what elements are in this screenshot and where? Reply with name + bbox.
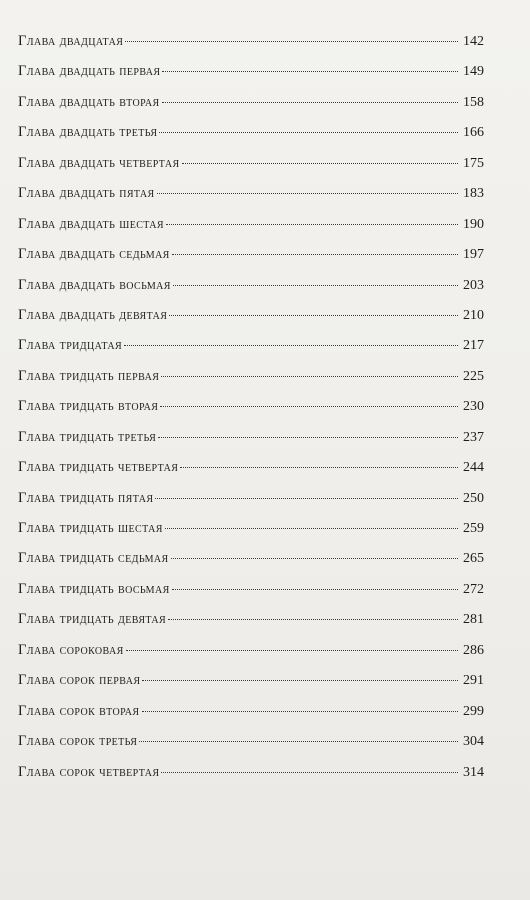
chapter-title: Глава тридцать первая [18, 367, 160, 384]
chapter-title: Глава двадцать седьмая [18, 246, 170, 263]
dot-leader [125, 41, 458, 42]
toc-entry [18, 703, 484, 733]
chapter-title: Глава двадцать вторая [18, 93, 160, 110]
page-number: 244 [463, 460, 484, 476]
dot-leader [169, 315, 458, 316]
dot-leader [161, 772, 458, 773]
toc-entry [18, 520, 484, 550]
page-number: 203 [463, 277, 484, 293]
toc-entry [18, 216, 484, 246]
toc-entry [18, 550, 484, 580]
dot-leader [142, 680, 458, 681]
chapter-title: Глава тридцать четвертая [18, 459, 179, 476]
chapter-title: Глава двадцать пятая [18, 185, 155, 202]
dot-leader [171, 558, 458, 559]
page-number: 314 [463, 764, 484, 780]
toc-entry [18, 277, 484, 307]
table-of-contents [18, 33, 484, 794]
toc-entry [18, 307, 484, 337]
page-number: 158 [463, 94, 484, 110]
chapter-title: Глава сорок четвертая [18, 763, 160, 780]
page-number: 210 [463, 307, 484, 323]
page-number: 272 [463, 581, 484, 597]
page-number: 281 [463, 612, 484, 628]
chapter-title: Глава двадцать третья [18, 124, 158, 141]
chapter-title: Глава сорок третья [18, 733, 138, 750]
page-number: 250 [463, 490, 484, 506]
dot-leader [155, 498, 458, 499]
chapter-title: Глава тридцать третья [18, 428, 157, 445]
page-number: 183 [463, 186, 484, 202]
page-number: 225 [463, 368, 484, 384]
dot-leader [180, 467, 458, 468]
toc-entry [18, 246, 484, 276]
dot-leader [126, 650, 458, 651]
toc-entry [18, 581, 484, 611]
chapter-title: Глава сорок вторая [18, 702, 140, 719]
chapter-title: Глава сорок первая [18, 672, 141, 689]
chapter-title: Глава двадцатая [18, 33, 124, 49]
dot-leader [162, 102, 458, 103]
page-number: 230 [463, 399, 484, 415]
page-number: 291 [463, 673, 484, 689]
chapter-title: Глава тридцать вторая [18, 398, 159, 415]
toc-entry [18, 642, 484, 672]
dot-leader [159, 132, 458, 133]
toc-entry [18, 155, 484, 185]
dot-leader [124, 345, 458, 346]
toc-entry [18, 429, 484, 459]
toc-entry [18, 398, 484, 428]
page-number: 217 [463, 338, 484, 354]
toc-entry [18, 33, 484, 63]
toc-entry [18, 337, 484, 367]
chapter-title: Глава тридцать седьмая [18, 550, 169, 567]
dot-leader [139, 741, 458, 742]
dot-leader [162, 71, 458, 72]
toc-entry [18, 611, 484, 641]
chapter-title: Глава двадцать четвертая [18, 154, 180, 171]
page-number: 259 [463, 521, 484, 536]
dot-leader [157, 193, 458, 194]
page-number: 299 [463, 703, 484, 719]
toc-entry [18, 490, 484, 520]
chapter-title: Глава двадцать первая [18, 63, 161, 80]
dot-leader [160, 406, 458, 407]
page-number: 286 [463, 642, 484, 658]
dot-leader [142, 711, 459, 712]
chapter-title: Глава тридцать восьмая [18, 580, 170, 597]
toc-entry [18, 459, 484, 489]
page-number: 166 [463, 125, 484, 141]
dot-leader [173, 285, 458, 286]
dot-leader [165, 528, 458, 529]
chapter-title: Глава двадцать девятая [18, 306, 168, 323]
chapter-title: Глава тридцать шестая [18, 520, 163, 536]
chapter-title: Глава тридцать девятая [18, 611, 167, 628]
chapter-title: Глава тридцатая [18, 337, 123, 354]
dot-leader [166, 224, 458, 225]
dot-leader [182, 163, 458, 164]
toc-entry [18, 63, 484, 93]
toc-entry [18, 94, 484, 124]
page-number: 142 [463, 34, 484, 49]
page-number: 265 [463, 551, 484, 567]
page-number: 197 [463, 247, 484, 263]
page-number: 175 [463, 155, 484, 171]
dot-leader [168, 619, 458, 620]
page-number: 237 [463, 429, 484, 445]
dot-leader [172, 589, 458, 590]
page-number: 149 [463, 64, 484, 80]
dot-leader [172, 254, 458, 255]
toc-entry [18, 733, 484, 763]
toc-entry [18, 672, 484, 702]
chapter-title: Глава тридцать пятая [18, 489, 154, 506]
dot-leader [158, 437, 458, 438]
chapter-title: Глава двадцать восьмая [18, 276, 171, 293]
toc-entry [18, 185, 484, 215]
chapter-title: Глава сороковая [18, 641, 124, 658]
toc-entry [18, 368, 484, 398]
chapter-title: Глава двадцать шестая [18, 215, 164, 232]
toc-entry [18, 124, 484, 154]
dot-leader [161, 376, 458, 377]
page-number: 304 [463, 734, 484, 750]
toc-entry [18, 764, 484, 794]
page-number: 190 [463, 216, 484, 232]
